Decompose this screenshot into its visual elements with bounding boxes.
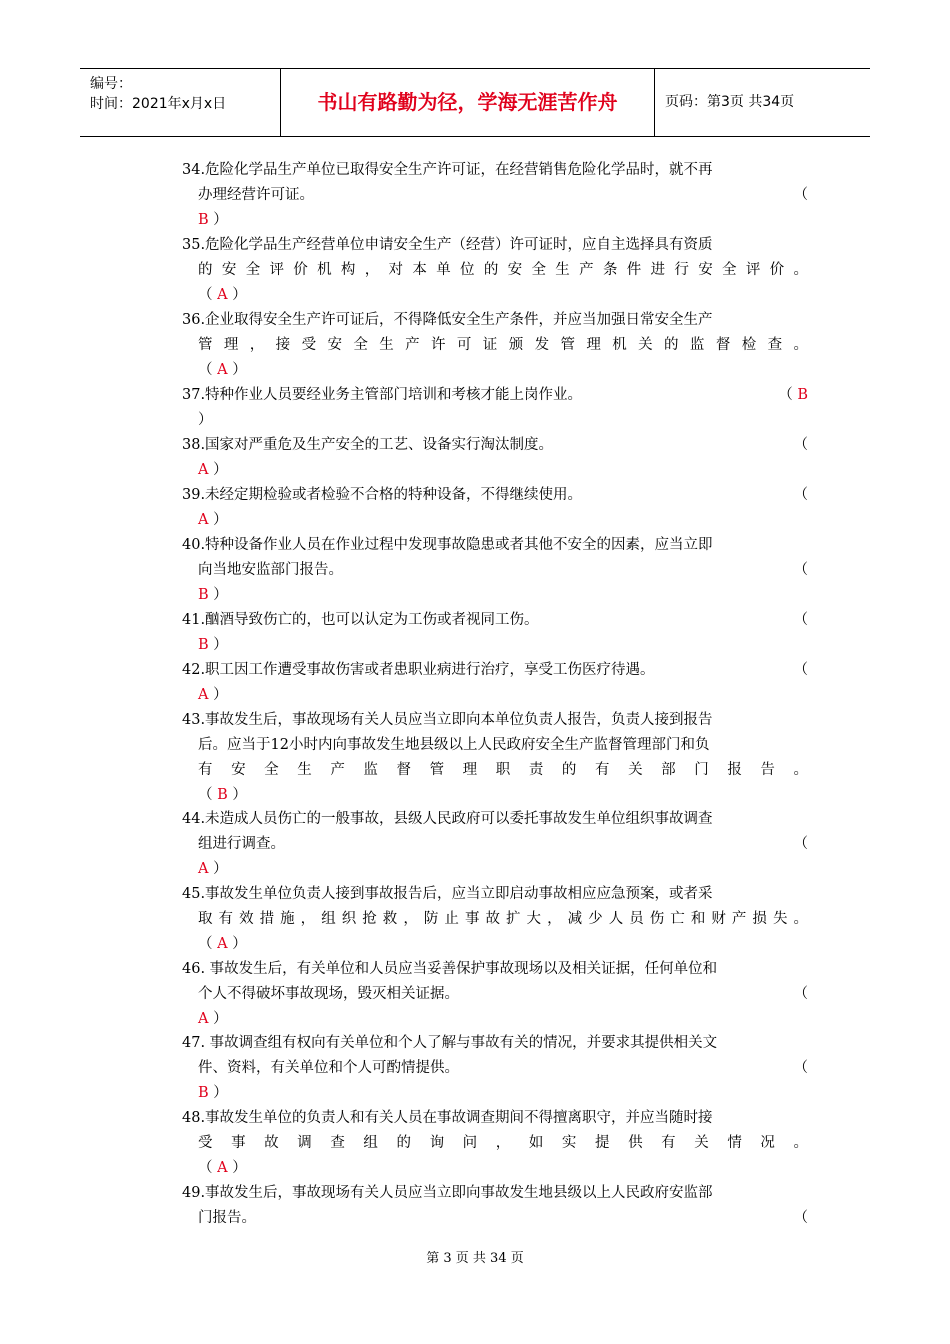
question-44: 44.未造成人员伤亡的一般事故，县级人民政府可以委托事故发生单位组织事故调查 组进行调查。 （ A ） [182, 807, 808, 882]
question-45 [182, 882, 808, 957]
question-40: 40.特种设备作业人员在作业过程中发现事故隐患或者其他不安全的因素，应当立即 向当地安监部门报告。 （ B ） [182, 533, 808, 608]
question-text: 46. 事故发生后，有关单位和人员应当妥善保护事故现场以及相关证据，任何单位和 [182, 961, 718, 977]
answer-line: A ） [198, 1011, 228, 1027]
number-label: 编号： [90, 76, 132, 92]
question-text: 48.事故发生单位的负责人和有关人员在事故调查期间不得擅离职守，并应当随时接 [182, 1110, 713, 1126]
question-text: 47. 事故调查组有权向有关单位和个人了解与事故有关的情况，并要求其提供相关文 [182, 1035, 718, 1051]
question-38: 38.国家对严重危及生产安全的工艺、设备实行淘汰制度。 （ A ） [182, 433, 808, 483]
question-text: 有安全生产监督管理职责的有关部门报告。 [198, 762, 808, 778]
paren-open: （ [793, 187, 808, 203]
answer: A [217, 1160, 228, 1176]
question-text: 的安全评价机构，对本单位的安全生产条件进行安全评价。 [198, 262, 808, 278]
question-text: 门报告。 [198, 1210, 256, 1226]
answer: A [198, 861, 209, 877]
page-footer: 第 3 页 共 34 页 [426, 1251, 524, 1266]
answer-line: （ A ） [198, 287, 247, 303]
question-43 [182, 708, 808, 808]
answer: A [198, 462, 209, 478]
answer-line: A ） [198, 462, 228, 478]
answer-line: A ） [198, 687, 228, 703]
question-text: 件、资料，有关单位和个人可酌情提供。 [198, 1060, 459, 1076]
question-text: 办理经营许可证。 [198, 187, 314, 203]
paren-close: ） [198, 412, 213, 428]
question-text: 42.职工因工作遭受事故伤害或者患职业病进行治疗，享受工伤医疗待遇。 [182, 662, 655, 678]
answer-line: （ B ） [198, 787, 247, 803]
question-47: 47. 事故调查组有权向有关单位和个人了解与事故有关的情况，并要求其提供相关文 件、资料，有关单位和个人可酌情提供。 （ B ） [182, 1031, 808, 1106]
question-42: 42.职工因工作遭受事故伤害或者患职业病进行治疗，享受工伤医疗待遇。 （ A ） [182, 658, 808, 708]
question-text: 向当地安监部门报告。 [198, 562, 343, 578]
question-text: 38.国家对严重危及生产安全的工艺、设备实行淘汰制度。 [182, 437, 554, 453]
answer-line: B ） [198, 587, 228, 603]
question-text: 34.危险化学品生产单位已取得安全生产许可证，在经营销售危险化学品时，就不再 [182, 162, 713, 178]
question-46: 46. 事故发生后，有关单位和人员应当妥善保护事故现场以及相关证据，任何单位和 个人不得破坏事故现场，毁灭相关证据。 （ A ） [182, 957, 808, 1032]
answer-line: A ） [198, 512, 228, 528]
motto: 书山有路勤为径，学海无涯苦作舟 [281, 69, 655, 136]
question-text: 36.企业取得安全生产许可证后，不得降低安全生产条件，并应当加强日常安全生产 [182, 312, 713, 328]
question-text: 取有效措施，组织抢救，防止事故扩大，减少人员伤亡和财产损失。 [198, 911, 808, 927]
answer: B [797, 387, 808, 403]
answer: A [217, 362, 228, 378]
answer: A [198, 512, 209, 528]
answer: A [217, 287, 228, 303]
question-text: 39.未经定期检验或者检验不合格的特种设备，不得继续使用。 [182, 487, 583, 503]
question-text: 后。应当于12小时内向事故发生地县级以上人民政府安全生产监督管理部门和负 [198, 737, 710, 753]
question-37: 37.特种作业人员要经业务主管部门培训和考核才能上岗作业。 （ B ） [182, 383, 808, 433]
page-label: 页码：第3页 共34页 [665, 94, 795, 110]
header-meta [80, 69, 281, 136]
answer: B [198, 637, 209, 653]
answer-line: B ） [198, 212, 228, 228]
answer-line: B ） [198, 637, 228, 653]
time-label: 时间：2021年x月x日 [90, 96, 227, 112]
answer: B [198, 1085, 209, 1101]
question-34 [182, 158, 808, 233]
answer-line: （ A ） [198, 362, 247, 378]
question-48 [182, 1106, 808, 1181]
question-35 [182, 233, 808, 308]
question-text: 35.危险化学品生产经营单位申请安全生产（经营）许可证时，应自主选择具有资质 [182, 237, 713, 253]
page-header [80, 68, 870, 137]
answer: A [198, 1011, 209, 1027]
question-49: 49.事故发生后，事故现场有关人员应当立即向事故发生地县级以上人民政府安监部 门报告。 （ [182, 1181, 808, 1231]
question-text: 40.特种设备作业人员在作业过程中发现事故隐患或者其他不安全的因素，应当立即 [182, 537, 713, 553]
question-36 [182, 308, 808, 383]
answer: B [198, 212, 209, 228]
question-text: 管理，接受安全生产许可证颁发管理机关的监督检查。 [198, 337, 808, 353]
question-text: 45.事故发生单位负责人接到事故报告后，应当立即启动事故相应应急预案，或者采 [182, 886, 713, 902]
answer: A [217, 936, 228, 952]
answer-line: A ） [198, 861, 228, 877]
question-text: 41.酗酒导致伤亡的，也可以认定为工伤或者视同工伤。 [182, 612, 539, 628]
answer-line: （ A ） [198, 936, 247, 952]
question-41: 41.酗酒导致伤亡的，也可以认定为工伤或者视同工伤。 （ B ） [182, 608, 808, 658]
question-text: 44.未造成人员伤亡的一般事故，县级人民政府可以委托事故发生单位组织事故调查 [182, 811, 713, 827]
question-text: 43.事故发生后，事故现场有关人员应当立即向本单位负责人报告，负责人接到报告 [182, 712, 713, 728]
question-text: 个人不得破坏事故现场，毁灭相关证据。 [198, 986, 459, 1002]
question-text: 37.特种作业人员要经业务主管部门培训和考核才能上岗作业。 [182, 387, 583, 403]
answer: A [198, 687, 209, 703]
question-39: 39.未经定期检验或者检验不合格的特种设备，不得继续使用。 （ A ） [182, 483, 808, 533]
answer-line: （ A ） [198, 1160, 247, 1176]
answer-line: B ） [198, 1085, 228, 1101]
question-text: 49.事故发生后，事故现场有关人员应当立即向事故发生地县级以上人民政府安监部 [182, 1185, 713, 1201]
answer: B [198, 587, 209, 603]
question-text: 组进行调查。 [198, 836, 285, 852]
question-text: 受事故调查组的询问，如实提供有关情况。 [198, 1135, 808, 1151]
answer: B [217, 787, 228, 803]
